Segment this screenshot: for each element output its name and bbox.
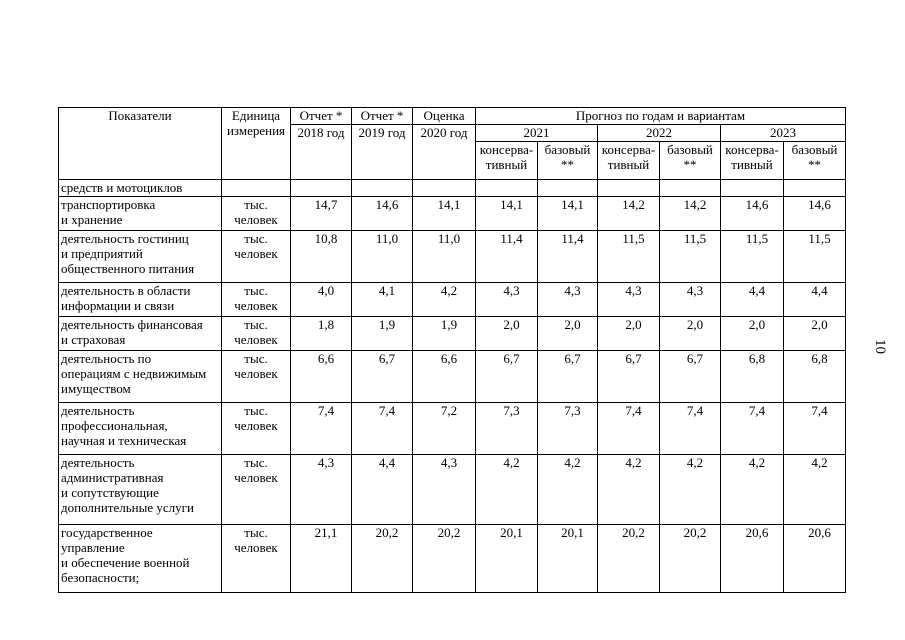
value-cell: 4,4 xyxy=(721,283,784,317)
value-cell: 11,0 xyxy=(352,231,413,283)
table-row xyxy=(59,351,846,403)
header-year-2021: 2021 xyxy=(476,125,598,142)
value-cell: 14,1 xyxy=(413,197,476,231)
table-row xyxy=(59,231,846,283)
value-cell: 2,0 xyxy=(598,317,660,351)
header-forecast: Прогноз по годам и вариантам xyxy=(476,108,846,125)
value-cell: 20,2 xyxy=(660,525,721,593)
row-unit: тыс. человек xyxy=(222,231,291,283)
page-number: 10 xyxy=(872,339,888,354)
header-estimate: Оценка xyxy=(413,108,476,125)
header-base: базовый ** xyxy=(784,142,846,180)
row-label: деятельность в области информации и связи xyxy=(59,283,222,317)
value-cell: 14,1 xyxy=(538,197,598,231)
value-cell: 4,2 xyxy=(784,455,846,525)
row-unit xyxy=(222,180,291,197)
value-cell: 11,5 xyxy=(660,231,721,283)
table-row xyxy=(59,180,846,197)
row-label: деятельность по операциям с недвижимым имуществом xyxy=(59,351,222,403)
row-unit: тыс. человек xyxy=(222,197,291,231)
value-cell: 20,1 xyxy=(538,525,598,593)
value-cell: 20,6 xyxy=(784,525,846,593)
value-cell: 7,4 xyxy=(598,403,660,455)
value-cell xyxy=(660,180,721,197)
value-cell: 6,7 xyxy=(538,351,598,403)
value-cell: 2,0 xyxy=(784,317,846,351)
value-cell: 14,6 xyxy=(784,197,846,231)
row-label: деятельность финансовая и страховая xyxy=(59,317,222,351)
row-unit: тыс. человек xyxy=(222,351,291,403)
value-cell: 4,0 xyxy=(291,283,352,317)
value-cell: 14,7 xyxy=(291,197,352,231)
value-cell: 6,7 xyxy=(476,351,538,403)
value-cell: 7,4 xyxy=(784,403,846,455)
value-cell: 4,1 xyxy=(352,283,413,317)
value-cell xyxy=(538,180,598,197)
value-cell: 21,1 xyxy=(291,525,352,593)
value-cell: 4,2 xyxy=(660,455,721,525)
value-cell: 20,2 xyxy=(598,525,660,593)
value-cell: 7,4 xyxy=(660,403,721,455)
value-cell: 6,8 xyxy=(784,351,846,403)
value-cell: 4,2 xyxy=(598,455,660,525)
header-report-2019: Отчет * xyxy=(352,108,413,125)
value-cell: 4,2 xyxy=(413,283,476,317)
value-cell: 11,5 xyxy=(721,231,784,283)
value-cell: 2,0 xyxy=(721,317,784,351)
value-cell: 11,5 xyxy=(784,231,846,283)
row-label: средств и мотоциклов xyxy=(59,180,222,197)
value-cell xyxy=(784,180,846,197)
value-cell: 14,6 xyxy=(352,197,413,231)
row-unit: тыс. человек xyxy=(222,403,291,455)
header-conservative: консерва-тивный xyxy=(476,142,538,180)
row-label: деятельность административная и сопутствующие дополнительные услуги xyxy=(59,455,222,525)
value-cell: 11,5 xyxy=(598,231,660,283)
value-cell: 6,7 xyxy=(598,351,660,403)
row-unit: тыс. человек xyxy=(222,317,291,351)
value-cell: 7,3 xyxy=(476,403,538,455)
value-cell: 6,7 xyxy=(660,351,721,403)
table-row xyxy=(59,197,846,231)
value-cell: 14,2 xyxy=(660,197,721,231)
value-cell xyxy=(291,180,352,197)
header-indicators: Показатели xyxy=(59,108,222,180)
value-cell: 6,8 xyxy=(721,351,784,403)
value-cell: 20,2 xyxy=(352,525,413,593)
header-year-2022: 2022 xyxy=(598,125,721,142)
value-cell: 11,4 xyxy=(476,231,538,283)
header-year-2018: 2018 год xyxy=(291,125,352,180)
table-row xyxy=(59,283,846,317)
value-cell xyxy=(598,180,660,197)
value-cell: 7,2 xyxy=(413,403,476,455)
value-cell: 11,0 xyxy=(413,231,476,283)
value-cell: 4,3 xyxy=(538,283,598,317)
value-cell xyxy=(413,180,476,197)
header-base: базовый ** xyxy=(538,142,598,180)
value-cell: 4,2 xyxy=(476,455,538,525)
value-cell: 7,3 xyxy=(538,403,598,455)
header-year-2020: 2020 год xyxy=(413,125,476,180)
header-year-2023: 2023 xyxy=(721,125,846,142)
table-row xyxy=(59,403,846,455)
value-cell: 4,2 xyxy=(538,455,598,525)
row-unit: тыс. человек xyxy=(222,455,291,525)
value-cell: 6,7 xyxy=(352,351,413,403)
value-cell: 4,3 xyxy=(413,455,476,525)
header-unit: Единица измерения xyxy=(222,108,291,180)
header-base: базовый ** xyxy=(660,142,721,180)
value-cell: 20,2 xyxy=(413,525,476,593)
value-cell: 1,9 xyxy=(352,317,413,351)
row-label: деятельность гостиниц и предприятий общественного питания xyxy=(59,231,222,283)
header-conservative: консерва-тивный xyxy=(721,142,784,180)
value-cell: 7,4 xyxy=(291,403,352,455)
value-cell: 7,4 xyxy=(352,403,413,455)
value-cell: 20,1 xyxy=(476,525,538,593)
forecast-table xyxy=(58,107,846,593)
value-cell: 14,1 xyxy=(476,197,538,231)
table-body xyxy=(59,180,846,593)
value-cell: 4,2 xyxy=(721,455,784,525)
row-label: транспортировка и хранение xyxy=(59,197,222,231)
value-cell: 2,0 xyxy=(538,317,598,351)
value-cell xyxy=(721,180,784,197)
value-cell: 6,6 xyxy=(291,351,352,403)
row-unit: тыс. человек xyxy=(222,283,291,317)
row-unit: тыс. человек xyxy=(222,525,291,593)
value-cell: 2,0 xyxy=(660,317,721,351)
value-cell: 11,4 xyxy=(538,231,598,283)
value-cell: 14,2 xyxy=(598,197,660,231)
table-row xyxy=(59,455,846,525)
row-label: государственное управление и обеспечение военной безопасности; xyxy=(59,525,222,593)
table-row xyxy=(59,525,846,593)
value-cell: 4,4 xyxy=(784,283,846,317)
header-report-2018: Отчет * xyxy=(291,108,352,125)
row-label: деятельность профессиональная, научная и техническая xyxy=(59,403,222,455)
value-cell xyxy=(352,180,413,197)
value-cell: 10,8 xyxy=(291,231,352,283)
value-cell: 20,6 xyxy=(721,525,784,593)
header-conservative: консерва-тивный xyxy=(598,142,660,180)
value-cell: 14,6 xyxy=(721,197,784,231)
value-cell: 4,3 xyxy=(291,455,352,525)
value-cell xyxy=(476,180,538,197)
header-year-2019: 2019 год xyxy=(352,125,413,180)
value-cell: 6,6 xyxy=(413,351,476,403)
value-cell: 2,0 xyxy=(476,317,538,351)
value-cell: 1,8 xyxy=(291,317,352,351)
value-cell: 1,9 xyxy=(413,317,476,351)
value-cell: 4,4 xyxy=(352,455,413,525)
table-row xyxy=(59,317,846,351)
value-cell: 7,4 xyxy=(721,403,784,455)
value-cell: 4,3 xyxy=(476,283,538,317)
value-cell: 4,3 xyxy=(660,283,721,317)
value-cell: 4,3 xyxy=(598,283,660,317)
